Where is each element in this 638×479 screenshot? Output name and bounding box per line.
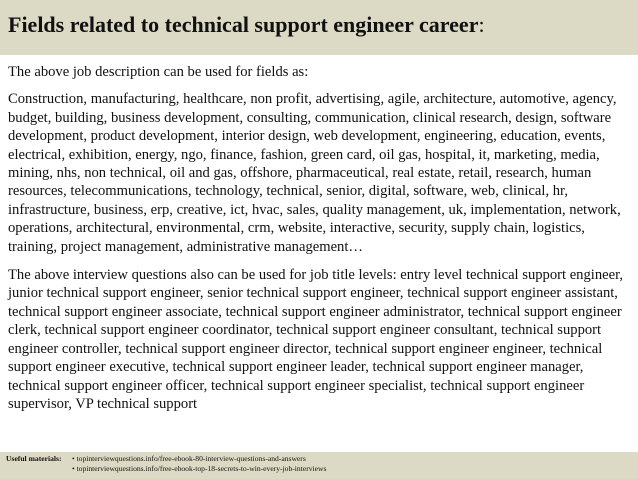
slide-title-text: Fields related to technical support engineer career	[8, 12, 479, 37]
footer-label	[6, 454, 72, 464]
footer-link-ebook-18[interactable]: • topinterviewquestions.info/free-ebook-top-18-secrets-to-win-every-job-interviews	[72, 464, 327, 473]
fields-paragraph: Construction, manufacturing, healthcare, non profit, advertising, agile, architecture, automotive, agency, budget, building, business development, consulting, communication, clinical research, design, software development, product development, interior design, web development, engineering, education, events, electrical, exhibition, energy, ngo, finance, fashion, green card, oil gas, hospital, it, marketing, media, mining, nhs, non technical, oil and gas, offshore, pharmaceutical, real estate, retail, research, human resources, telecommunications, technology, technical, senior, digital, software, web, clinical, hr, infrastructure, business, erp, creative, ict, hvac, sales, quality management, uk, implementation, network, operations, architectural, environmental, crm, website, interactive, security, supply chain, logistics, training, project management, administrative management…	[8, 91, 621, 255]
footer-row-1	[6, 454, 638, 464]
slide-title	[8, 12, 638, 38]
footer-label-separator: :	[58, 454, 62, 463]
footer-band	[0, 452, 638, 479]
footer-indent	[6, 464, 72, 474]
title-band	[0, 0, 638, 55]
job-levels-paragraph: The above interview questions also can be used for job title levels: entry level technical support engineer, junior technical support engineer, senior technical support engineer, technical support engineer assistant, technical support engineer associate, technical support engineer administrator, technical support engineer clerk, technical support engineer coordinator, technical support engineer consultant, technical support engineer controller, technical support engineer director, technical support engineer engineer, technical support engineer executive, technical support engineer leader, technical support engineer manager, technical support engineer officer, technical support engineer specialist, technical support engineer supervisor, VP technical support	[8, 267, 623, 412]
footer-link-ebook-80[interactable]: • topinterviewquestions.info/free-ebook-80-interview-questions-and-answers	[72, 454, 306, 463]
slide-body	[8, 63, 636, 423]
footer-label-text: Useful materials	[6, 454, 59, 463]
intro-text: The above job description can be used for fields as:	[8, 64, 309, 80]
slide-title-colon: :	[478, 12, 485, 37]
footer-row-2	[6, 464, 638, 474]
